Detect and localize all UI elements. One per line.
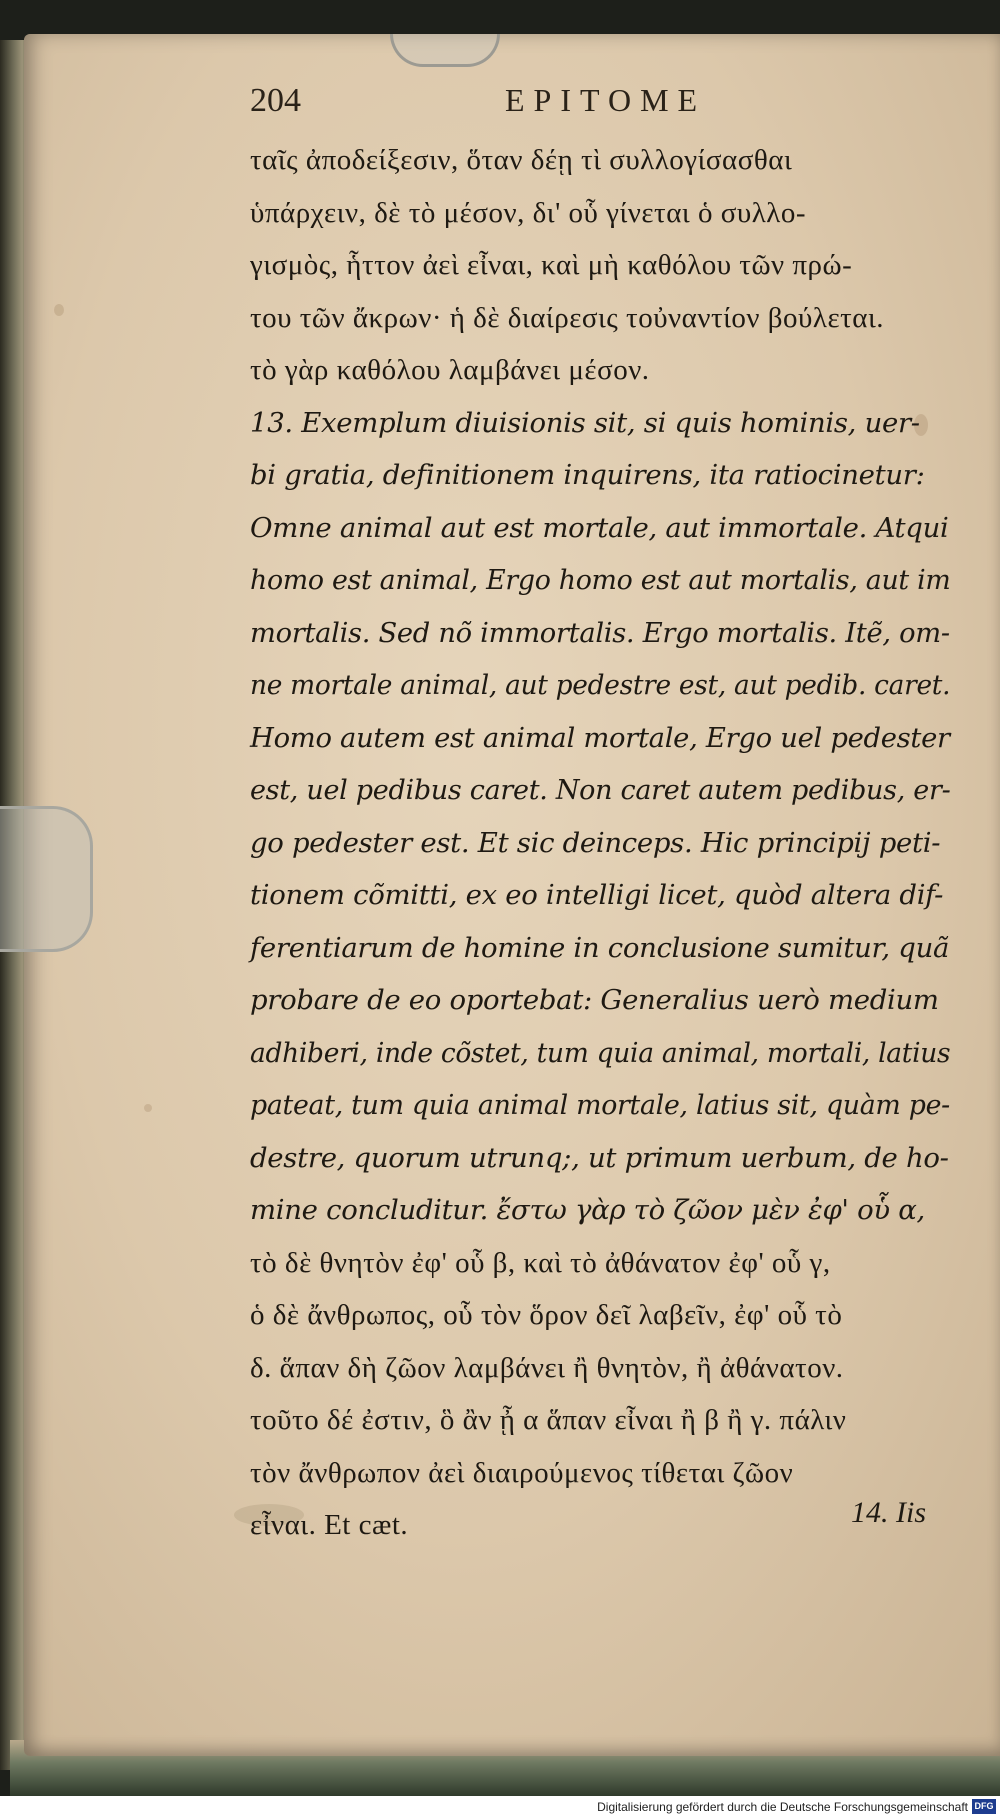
text-line: adhiberi, inde cõstet, tum quia animal, mortali, latius bbox=[250, 1036, 951, 1069]
text-line: go pedester est. Et sic deinceps. Hic principij peti- bbox=[250, 826, 941, 859]
dfg-logo: DFG bbox=[972, 1799, 996, 1814]
page-stain bbox=[54, 304, 64, 316]
text-line: ferentiarum de homine in conclusione sumitur, quã bbox=[250, 931, 950, 964]
text-line: mine concluditur. ἔστω γὰρ τὸ ζῶον μὲν ἐφ' οὗ α, bbox=[250, 1194, 925, 1226]
text-line: ταῖς ἀποδείξεσιν, ὅταν δέῃ τὶ συλλογίσασθαι bbox=[250, 144, 793, 176]
text-line: ne mortale animal, aut pedestre est, aut pedib. caret. bbox=[250, 669, 951, 701]
text-line: Homo autem est animal mortale, Ergo uel pedester bbox=[250, 721, 950, 754]
page-stain bbox=[144, 1104, 152, 1112]
digitization-credit: Digitalisierung gefördert durch die Deutsche Forschungsgemeinschaft bbox=[597, 1800, 968, 1814]
text-line: pateat, tum quia animal mortale, latius sit, quàm pe- bbox=[250, 1089, 950, 1121]
page-header bbox=[250, 82, 870, 132]
text-line: tionem cõmitti, ex eo intelligi licet, quòd altera dif- bbox=[250, 879, 944, 911]
text-line: Omne animal aut est mortale, aut immortale. Atqui bbox=[250, 511, 949, 544]
text-line: τὸ δὲ θνητὸν ἐφ' οὗ β, καὶ τὸ ἀθάνατον ἐφ' οὗ γ, bbox=[250, 1246, 831, 1279]
text-line: 13. Exemplum diuisionis sit, si quis hominis, uer- bbox=[250, 406, 920, 439]
text-line: bi gratia, definitionem inquirens, ita ratiocinetur: bbox=[250, 459, 925, 491]
text-line: est, uel pedibus caret. Non caret autem pedibus, er- bbox=[250, 774, 951, 806]
text-line: τοῦτο δέ ἐστιν, ὃ ἂν ᾖ α ἅπαν εἶναι ἢ β ἢ γ. πάλιν bbox=[250, 1404, 847, 1436]
text-line: τὸ γὰρ καθόλου λαμβάνει μέσον. bbox=[250, 354, 650, 386]
running-title: EPITOME bbox=[505, 82, 707, 118]
text-line: του τῶν ἄκρων· ἡ δὲ διαίρεσις τοὐναντίον βούλεται. bbox=[250, 301, 885, 334]
page-clip-left bbox=[0, 806, 93, 952]
text-line: probare de eo oportebat: Generalius uerò medium bbox=[250, 984, 939, 1016]
text-line: ὁ δὲ ἄνθρωπος, οὗ τὸν ὅρον δεῖ λαβεῖν, ἐφ' οὗ τὸ bbox=[250, 1299, 843, 1331]
text-line: τὸν ἄνθρωπον ἀεὶ διαιρούμενος τίθεται ζῶον bbox=[250, 1456, 794, 1489]
page-clip-top bbox=[390, 34, 500, 67]
text-line: γισμὸς, ἧττον ἀεὶ εἶναι, καὶ μὴ καθόλου τῶν πρώ- bbox=[250, 249, 853, 281]
catchword: 14. Iis bbox=[851, 1496, 926, 1529]
text-line: δ. ἅπαν δὴ ζῶον λαμβάνει ἢ θνητὸν, ἢ ἀθάνατον. bbox=[250, 1351, 844, 1384]
text-line: ὑπάρχειν, δὲ τὸ μέσον, δι' οὗ γίνεται ὁ συλλο- bbox=[250, 196, 806, 229]
text-line: mortalis. Sed nõ immortalis. Ergo mortalis. Itẽ, om- bbox=[250, 616, 950, 649]
page-number: 204 bbox=[250, 82, 301, 119]
text-line: homo est animal, Ergo homo est aut mortalis, aut im bbox=[250, 564, 951, 596]
text-line: εἶναι. Et cæt. bbox=[250, 1509, 409, 1541]
text-block bbox=[250, 134, 970, 1552]
text-line: destre, quorum utrunq;, ut primum uerbum, de ho- bbox=[250, 1141, 949, 1174]
